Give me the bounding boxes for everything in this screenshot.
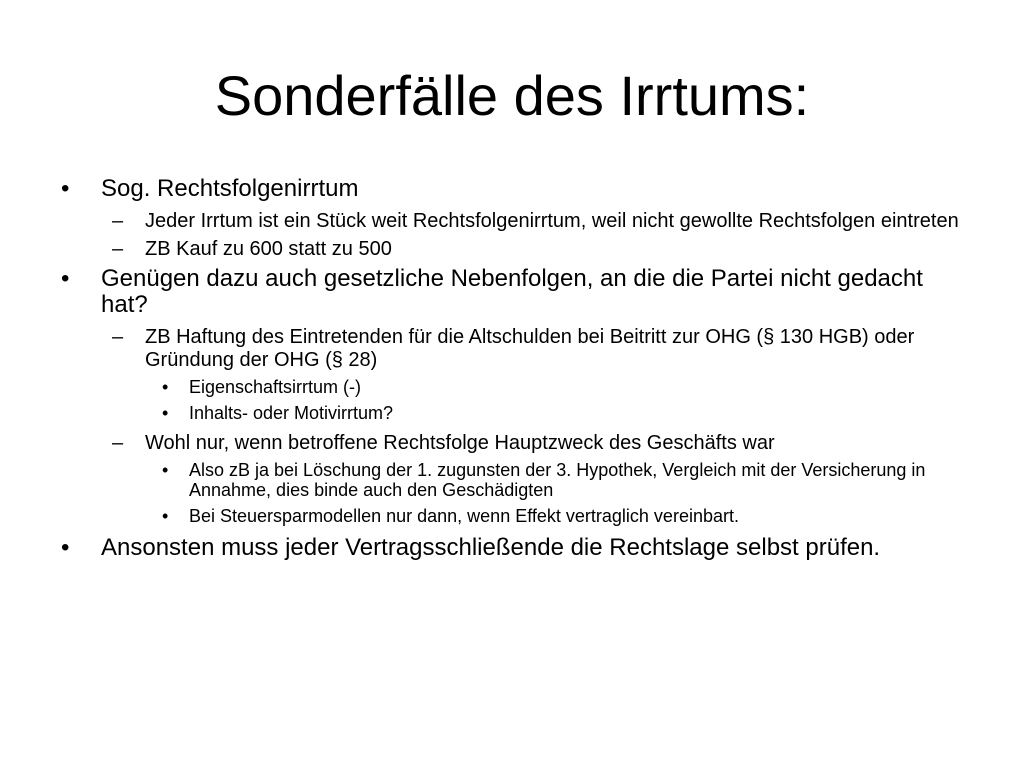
sub-sub-bullet-text: Also zB ja bei Löschung der 1. zugunsten der 3. Hypothek, Vergleich mit der Versicherung in Annahme, dies binde auch den Geschädigten	[189, 460, 926, 500]
bullet-marker: •	[61, 534, 70, 561]
dash-marker: –	[112, 210, 124, 232]
small-bullet-marker: •	[162, 403, 169, 423]
sub-bullet-item-2	[60, 238, 970, 261]
sub-sub-bullet-item-1	[60, 377, 970, 397]
bullet-marker: •	[61, 175, 70, 202]
sub-bullet-text: Jeder Irrtum ist ein Stück weit Rechtsfolgenirrtum, weil nicht gewollte Rechtsfolgen eintreten	[145, 210, 959, 232]
bullet-text: Sog. Rechtsfolgenirrtum	[101, 175, 359, 202]
small-bullet-marker: •	[162, 506, 169, 526]
dash-marker: –	[112, 326, 124, 348]
bullet-marker: •	[61, 265, 70, 292]
sub-bullet-item-4	[60, 432, 970, 455]
sub-bullet-item-3	[60, 326, 970, 372]
sub-sub-bullet-text: Bei Steuersparmodellen nur dann, wenn Effekt vertraglich vereinbart.	[189, 506, 739, 526]
bullet-item-2	[60, 266, 970, 318]
dash-marker: –	[112, 432, 124, 454]
small-bullet-marker: •	[162, 460, 169, 480]
sub-sub-bullet-item-2	[60, 403, 970, 423]
bullet-item-3	[60, 535, 970, 561]
bullet-item-1	[60, 176, 970, 202]
dash-marker: –	[112, 238, 124, 260]
sub-bullet-text: Wohl nur, wenn betroffene Rechtsfolge Hauptzweck des Geschäfts war	[145, 432, 775, 454]
slide-title: Sonderfälle des Irrtums:	[214, 64, 810, 127]
bullet-text: Ansonsten muss jeder Vertragsschließende die Rechtslage selbst prüfen.	[101, 534, 881, 561]
sub-sub-bullet-text: Eigenschaftsirrtum (-)	[189, 377, 362, 397]
small-bullet-marker: •	[162, 377, 169, 397]
sub-sub-bullet-text: Inhalts- oder Motivirrtum?	[189, 403, 394, 423]
bullet-list	[60, 176, 970, 569]
bullet-text: Genügen dazu auch gesetzliche Nebenfolgen, an die die Partei nicht gedacht hat?	[101, 265, 923, 318]
sub-sub-bullet-item-3	[60, 460, 970, 500]
sub-sub-bullet-item-4	[60, 506, 970, 526]
sub-bullet-text: ZB Kauf zu 600 statt zu 500	[145, 238, 392, 260]
sub-bullet-item-1	[60, 210, 970, 233]
sub-bullet-text: ZB Haftung des Eintretenden für die Altschulden bei Beitritt zur OHG (§ 130 HGB) oder Gründung der OHG (§ 28)	[145, 326, 915, 371]
